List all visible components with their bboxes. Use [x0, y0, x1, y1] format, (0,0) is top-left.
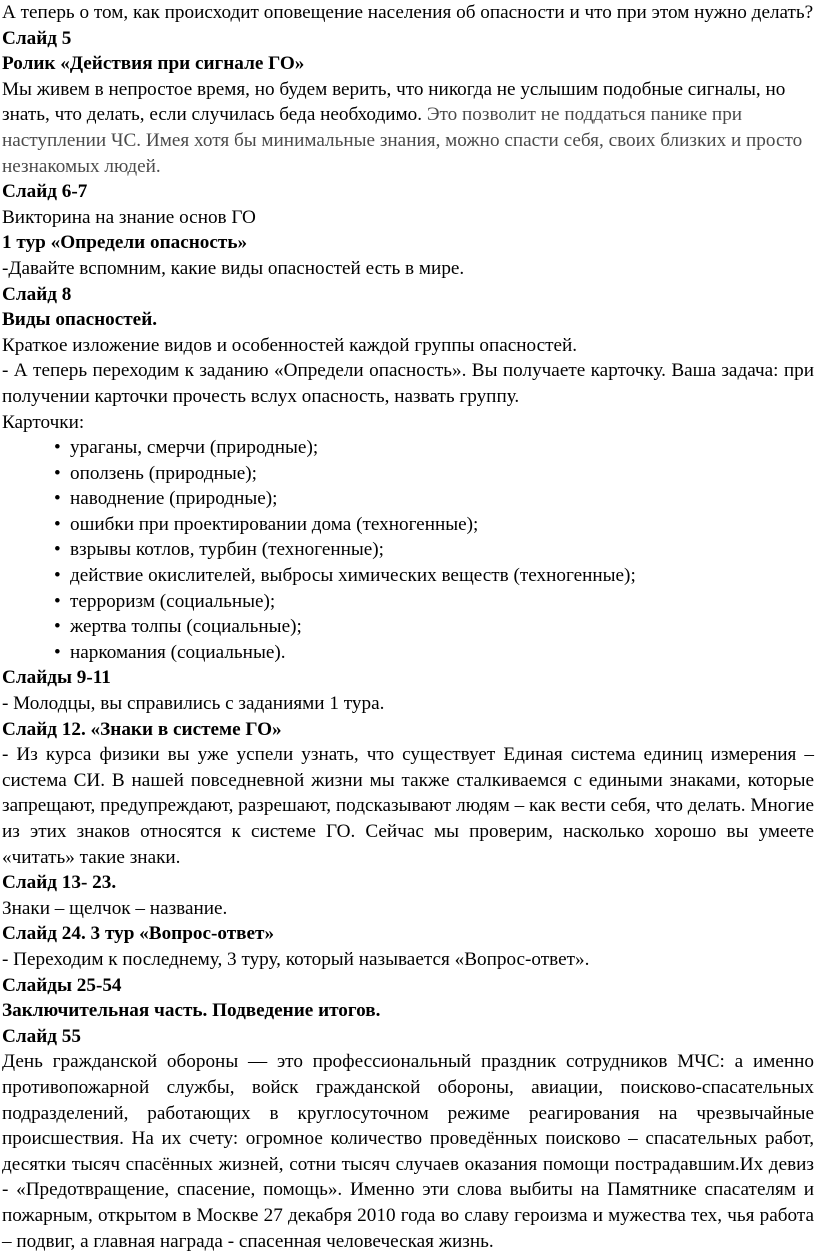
card-item: • ураганы, смерчи (природные); — [54, 435, 814, 461]
card-item: • терроризм (социальные); — [54, 589, 814, 615]
slide-5-title: Ролик «Действия при сигнале ГО» — [2, 53, 305, 75]
slides-9-11-text: - Молодцы, вы справились с заданиями 1 тура. — [2, 693, 385, 715]
slide-8-task: - А теперь переходим к заданию «Определи опасность». Вы получаете карточку. Ваша задача: при получении карточки прочесть вслух опасность, назвать группу. — [2, 360, 814, 407]
slides-9-11-heading: Слайды 9-11 — [2, 667, 111, 689]
slide-6-7-heading: Слайд 6-7 — [2, 181, 88, 203]
intro-paragraph: А теперь о том, как происходит оповещение населения об опасности и что при этом нужно делать? — [2, 2, 814, 23]
quiz-title: Викторина на знание основ ГО — [2, 206, 256, 228]
card-item: • оползень (природные); — [54, 461, 814, 487]
slide-5-text-secondary: Это позволит не поддаться панике при наступлении ЧС. Имея хотя бы минимальные знания, можно спасти себя, своих близких и просто незнакомых людей. — [2, 104, 803, 177]
card-item: • наводнение (природные); — [54, 486, 814, 512]
slide-24-text: - Переходим к последнему, 3 туру, который называется «Вопрос-ответ». — [2, 948, 590, 970]
slide-12-heading: Слайд 12. «Знаки в системе ГО» — [2, 718, 282, 740]
round-1-intro: -Давайте вспомним, какие виды опасностей есть в мире. — [2, 257, 465, 279]
slide-55-heading: Слайд 55 — [2, 1025, 81, 1047]
slide-13-23-heading: Слайд 13- 23. — [2, 872, 117, 894]
cards-list — [2, 435, 814, 665]
card-item: • действие окислителей, выбросы химических веществ (техногенные); — [54, 563, 814, 589]
slide-12-text: - Из курса физики вы уже успели узнать, что существует Единая система единиц измерения – система СИ. В нашей повседневной жизни мы также сталкиваемся с едиными знаками, которые запрещают, предупреждают, разрешают, подсказывают людям – как вести себя, что делать. Многие из этих знаков относятся к системе ГО. Сейчас мы проверим, насколько хорошо вы умеете «читать» такие знаки. — [2, 744, 814, 868]
card-item: • ошибки при проектировании дома (техногенные); — [54, 512, 814, 538]
round-1-title: 1 тур «Определи опасность» — [2, 232, 248, 254]
slide-8-title: Виды опасностей. — [2, 309, 158, 331]
conclusion-heading: Заключительная часть. Подведение итогов. — [2, 1000, 381, 1022]
card-item: • жертва толпы (социальные); — [54, 614, 814, 640]
card-item: • наркомания (социальные). — [54, 640, 814, 666]
slide-24-heading: Слайд 24. 3 тур «Вопрос-ответ» — [2, 923, 275, 945]
slide-5-heading: Слайд 5 — [2, 27, 72, 49]
cards-label: Карточки: — [2, 411, 85, 433]
slide-8-summary: Краткое изложение видов и особенностей каждой группы опасностей. — [2, 334, 578, 356]
slide-13-23-text: Знаки – щелчок – название. — [2, 897, 228, 919]
slide-5-text-main: Мы живем в непростое время, но будем верить, что никогда не услышим подобные сигналы, но знать, что делать, если случилась беда необходимо. — [2, 78, 786, 126]
slide-55-text: День гражданской обороны — это профессиональный праздник сотрудников МЧС: а именно противопожарной службы, войск гражданской обороны, авиации, поисково-спасательных подразделений, работающих в круглосуточном режиме реагирования на чрезвычайные происшествия. На их счету: огромное количество проведённых поисково – спасательных работ, десятки тысяч спасённых жизней, сотни тысяч случаев оказания помощи пострадавшим.Их девиз - «Предотвращение, спасение, помощь». Именно эти слова выбиты на Памятнике спасателям и пожарным, открытом в Москве 27 декабря 2010 года во славу героизма и мужества тех, чья работа – подвиг, а главная награда - спасенная человеческая жизнь. — [2, 1051, 814, 1252]
card-item: • взрывы котлов, турбин (техногенные); — [54, 537, 814, 563]
slide-5-paragraph — [2, 77, 814, 179]
slides-25-54-heading: Слайды 25-54 — [2, 974, 122, 996]
slide-8-heading: Слайд 8 — [2, 283, 72, 305]
document-page — [2, 0, 814, 1254]
